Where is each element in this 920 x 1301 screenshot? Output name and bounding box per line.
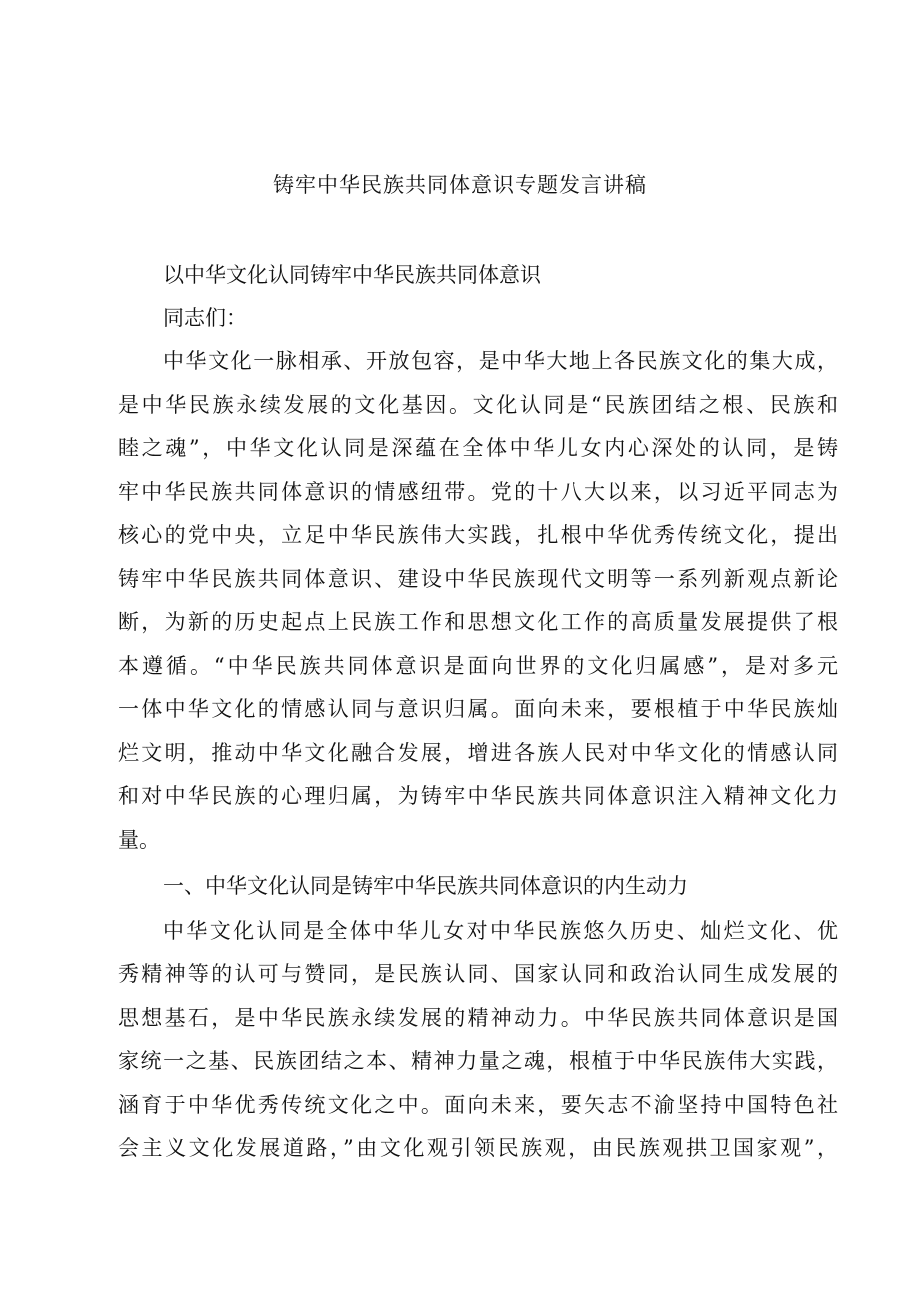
paragraph-line: 思想基石，是中华民族永续发展的精神动力。中华民族共同体意识是国 (118, 1006, 838, 1030)
paragraph-line: 中华文化一脉相承、开放包容，是中华大地上各民族文化的集大成， (163, 349, 838, 373)
paragraph-line: 涵育于中华优秀传统文化之中。面向未来，要矢志不渝坚持中国特色社 (118, 1093, 838, 1117)
paragraph-line: 烂文明，推动中华文化融合发展，增进各族人民对中华文化的情感认同 (118, 741, 838, 765)
paragraph-line: 一体中华文化的情感认同与意识归属。面向未来，要根植于中华民族灿 (118, 697, 838, 721)
paragraph-line: 秀精神等的认可与赞同，是民族认同、国家认同和政治认同生成发展的 (118, 962, 838, 986)
paragraph-line: 家统一之基、民族团结之本、精神力量之魂，根植于中华民族伟大实践， (118, 1049, 838, 1073)
salutation: 同志们： (163, 306, 247, 330)
paragraph-line: 核心的党中央，立足中华民族伟大实践，扎根中华优秀传统文化，提出 (118, 523, 838, 547)
paragraph-line: 量。 (118, 828, 160, 852)
paragraph-line: 断，为新的历史起点上民族工作和思想文化工作的高质量发展提供了根 (118, 610, 838, 634)
paragraph-line: 和对中华民族的心理归属，为铸牢中华民族共同体意识注入精神文化力 (118, 784, 838, 808)
paragraph-line: 睦之魂”，中华文化认同是深蕴在全体中华儿女内心深处的认同，是铸 (118, 436, 838, 460)
paragraph-line: 会主义文化发展道路，”由文化观引领民族观，由民族观拱卫国家观”， (118, 1136, 838, 1160)
document-title: 铸牢中华民族共同体意识专题发言讲稿 (273, 173, 647, 197)
document-subtitle: 以中华文化认同铸牢中华民族共同体意识 (163, 263, 541, 287)
paragraph-line: 中华文化认同是全体中华儿女对中华民族悠久历史、灿烂文化、优 (163, 919, 838, 943)
paragraph-line: 本遵循。“中华民族共同体意识是面向世界的文化归属感”，是对多元 (118, 654, 838, 678)
paragraph-line: 牢中华民族共同体意识的情感纽带。党的十八大以来，以习近平同志为 (118, 480, 838, 504)
paragraph-line: 是中华民族永续发展的文化基因。文化认同是“民族团结之根、民族和 (118, 393, 838, 417)
paragraph-line: 铸牢中华民族共同体意识、建设中华民族现代文明等一系列新观点新论 (118, 567, 838, 591)
section-heading: 一、中华文化认同是铸牢中华民族共同体意识的内生动力 (163, 874, 688, 898)
